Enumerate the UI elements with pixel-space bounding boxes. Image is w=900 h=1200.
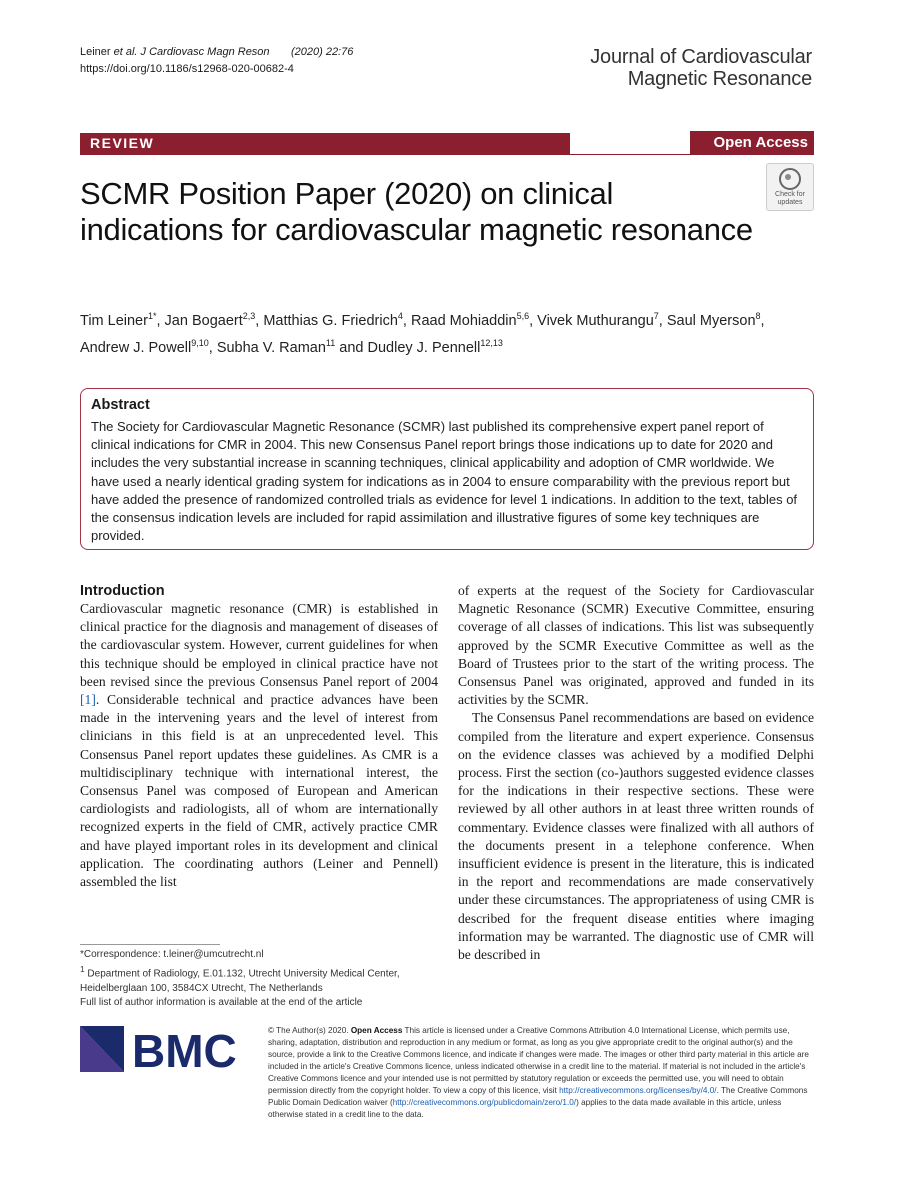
citation-header <box>80 44 353 78</box>
introduction-heading: Introduction <box>80 583 165 599</box>
intro-text-b: . Considerable technical and practice advances have been made in the intervening years and the level of interest from clinicians in this field is at an unprecedented level. This Consensus Panel report updates these guidelines. As CMR is a multidisciplinary technique with international interest, the Consensus Panel was composed of European and American cardiologists and radiologists, all of whom are internationally recognized experts in the field of CMR, actively practice CMR and have played important roles in its development and clinical application. The coordinating authors (Leiner and Pennell) assembled the list <box>80 692 438 890</box>
author-affiliation-sup: 1* <box>147 311 157 321</box>
citation-year: (2020) 22:76 <box>290 46 354 58</box>
intro-text-a: Cardiovascular magnetic resonance (CMR) is established in clinical practice for the diagnosis and management of diseases of the cardiovascular system. However, current guidelines for when this technique should be employed in clinical practice have not been revised since the previous Consensus Panel report of 2004 <box>80 601 438 689</box>
journal-name <box>552 46 812 90</box>
affiliation-sup: 1 <box>80 964 85 975</box>
open-access-label: Open Access <box>713 134 808 151</box>
affiliation-note <box>80 962 438 996</box>
author-name[interactable]: Tim Leiner <box>80 312 148 329</box>
author-name[interactable]: Andrew J. Powell <box>80 339 192 356</box>
license-body-3: ) applies to the data made available in this article, unless otherwise stated in a credit line to the data. <box>268 1098 782 1119</box>
cc-by-link[interactable]: http://creativecommons.org/licenses/by/4.0/ <box>559 1086 717 1095</box>
author-name[interactable]: Jan Bogaert <box>164 312 243 329</box>
citation-line <box>80 44 353 61</box>
author-separator: , <box>529 312 538 329</box>
author-name[interactable]: Saul Myerson <box>666 312 756 329</box>
author-name[interactable]: Subha V. Raman <box>216 339 326 356</box>
author-name[interactable]: Raad Mohiaddin <box>410 312 517 329</box>
author-list <box>80 305 800 359</box>
citation-authors: Leiner <box>80 46 114 58</box>
open-access-banner <box>690 131 814 155</box>
left-column <box>80 582 438 891</box>
introduction-paragraph-1 <box>80 600 438 891</box>
right-column <box>458 582 814 964</box>
cc-zero-link[interactable]: http://creativecommons.org/publicdomain/zero/1.0/ <box>392 1098 577 1107</box>
citation-journal: et al. J Cardiovasc Magn Reson <box>113 46 270 58</box>
author-affiliation-sup: 5,6 <box>516 311 530 321</box>
author-affiliation-sup: 4 <box>397 311 403 321</box>
bmc-logo-text: BMC <box>132 1026 237 1072</box>
author-name[interactable]: Matthias G. Friedrich <box>263 312 398 329</box>
author-separator: , <box>255 312 264 329</box>
author-separator: and <box>335 339 368 356</box>
open-access-term: Open Access <box>350 1026 403 1035</box>
license-body-1: This article is licensed under a Creative Commons Attribution 4.0 International License, which permits use, sharing, adaptation, distribution and reproduction in any medium or format, as long as you give appropriate credit to the original author(s) and the source, provide a link to the Creative Commons licence, and indicate if changes were made. The images or other third party material in this article are included in the article's Creative Commons licence, unless indicated otherwise in a credit line to the material. If material is not included in the article's Creative Commons licence and your intended use is not permitted by statutory regulation or exceeds the permitted use, you will need to obtain permission directly from the copyright holder. To view a copy of this licence, visit <box>268 1026 809 1095</box>
author-affiliation-sup: 7 <box>653 311 659 321</box>
abstract-heading: Abstract <box>91 397 150 413</box>
footnote-divider <box>80 944 220 945</box>
author-separator: , <box>760 312 765 329</box>
footnotes <box>80 948 438 1011</box>
introduction-paragraph-1-continued: of experts at the request of the Society for Cardiovascular Magnetic Resonance (SCMR) Executive Committee, ensuring coverage of all classes of indications. This list was subsequently approved by the SCMR Executive Committee as well as the Board of Trustees prior to the start of the writing process. The Consensus Panel was originated, approved and funded in its activities by the SCMR. <box>458 583 814 708</box>
author-affiliation-sup: 9,10 <box>191 337 209 348</box>
check-updates-label-2: updates <box>777 199 803 206</box>
journal-name-line1: Journal of Cardiovascular <box>590 46 812 68</box>
author-affiliation-sup: 2,3 <box>242 311 256 321</box>
journal-name-line2: Magnetic Resonance <box>627 68 812 90</box>
author-separator: , <box>156 312 165 329</box>
author-separator: , <box>402 312 411 329</box>
section-label: REVIEW <box>90 135 155 151</box>
author-separator: , <box>208 339 217 356</box>
author-affiliation-sup: 12,13 <box>480 337 503 348</box>
author-info-note: Full list of author information is available at the end of the article <box>80 997 363 1009</box>
affiliation-text: Department of Radiology, E.01.132, Utrecht University Medical Center, Heidelberglaan 100, 3584CX Utrecht, The Netherlands <box>80 968 400 994</box>
correspondence-note: *Correspondence: t.leiner@umcutrecht.nl <box>80 949 264 960</box>
check-updates-label-1: Check for <box>775 191 805 198</box>
author-name[interactable]: Dudley J. Pennell <box>367 339 481 356</box>
author-name[interactable]: Vivek Muthurangu <box>537 312 654 329</box>
author-separator: , <box>658 312 667 329</box>
bmc-logo <box>80 1026 260 1072</box>
introduction-paragraph-2: The Consensus Panel recommendations are based on evidence compiled from the literature and expert experience. Consensus on the evidence classes was achieved by a modified Delphi process. First the section (co-)authors suggested evidence classes for the indications in their respective sections. These were reviewed by all other authors in at least three written rounds of commentary. Evidence classes were finalized with all authors of the documents present in a telephone conference. When insufficient evidence is present in the literature, this is indicated in the report and recommendations are made conservatively under these circumstances. The appropriateness of using CMR is described for the frequent disease entities where imaging information may be warranted. The diagnostic use of CMR will be described in <box>458 710 814 963</box>
license-body-2: . The Creative Commons Public Domain Dedication waiver ( <box>268 1086 808 1107</box>
reference-link[interactable]: [1] <box>80 692 96 708</box>
author-affiliation-sup: 8 <box>755 311 761 321</box>
section-banner <box>80 133 570 155</box>
check-for-updates-button[interactable] <box>766 163 814 211</box>
copyright: © The Author(s) 2020. <box>268 1026 351 1035</box>
author-affiliation-sup: 11 <box>325 337 336 348</box>
check-updates-icon <box>779 168 801 190</box>
license-text <box>268 1025 814 1121</box>
abstract-text: The Society for Cardiovascular Magnetic Resonance (SCMR) last published its comprehensive expert panel report of clinical indications for CMR in 2004. This new Consensus Panel report brings those indications up to date for 2020 and includes the very substantial increase in scanning techniques, clinical applicability and adoption of CMR worldwide. We have used a nearly identical grading system for indications as in 2004 to ensure comparability with the previous report but have added the presence of randomized controlled trials as evidence for level 1 indications. In addition to the text, tables of the consensus indication levels are included for rapid assimilation and illustrative figures of some key techniques are provided. <box>91 419 798 544</box>
article-title: SCMR Position Paper (2020) on clinical indications for cardiovascular magnetic resonance <box>80 176 753 247</box>
doi-link[interactable]: https://doi.org/10.1186/s12968-020-00682-4 <box>80 63 294 75</box>
